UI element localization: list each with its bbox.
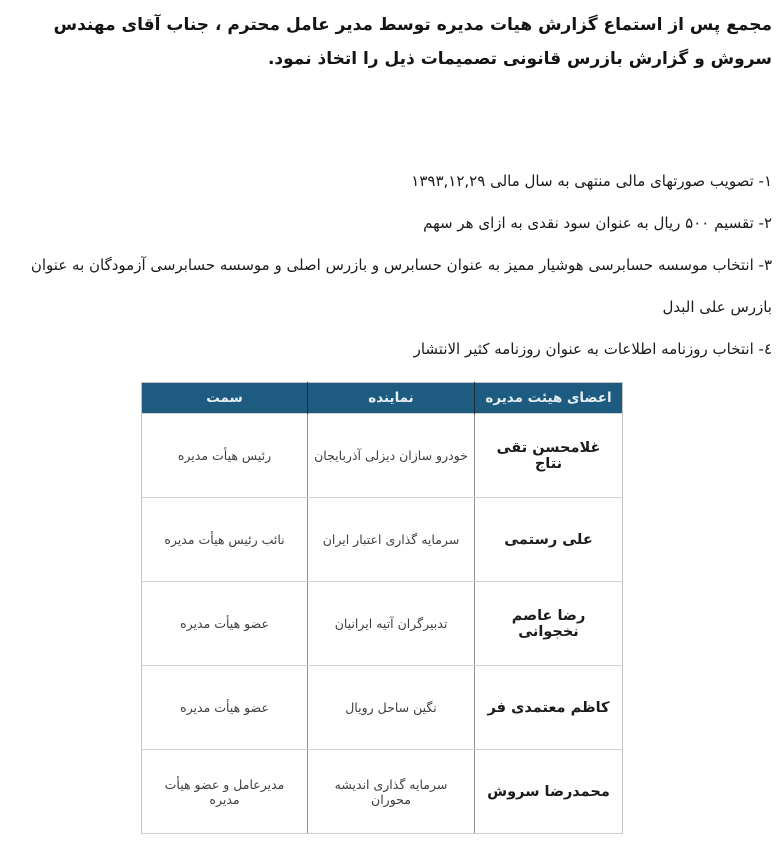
table-row (142, 498, 623, 582)
table-header (142, 383, 623, 414)
intro-paragraph: مجمع پس از استماع گزارش هیات مدیره توسط مدیر عامل محترم ، جناب آقای مهندس سروش و گزارش بازرس قانونی تصمیمات ذیل را اتخاذ نمود. (53, 15, 772, 69)
table-row (142, 750, 623, 834)
member-name: غلامحسن تقی نتاج (475, 414, 623, 498)
table-row (142, 582, 623, 666)
resolution-item-3: ۳- انتخاب موسسه حسابرسی هوشیار ممیز به عنوان حسابرس و بازرس اصلی و موسسه حسابرسی آزمودگان به عنوان بازرس علی البدل (30, 256, 772, 316)
table-header-row (142, 383, 623, 414)
table-row (142, 414, 623, 498)
header-board-members: اعضای هیئت مدیره (475, 383, 623, 414)
header-position: سمت (142, 383, 308, 414)
member-representative: تدبیرگران آتیه ایرانیان (308, 582, 475, 666)
member-name: محمدرضا سروش (475, 750, 623, 834)
member-position: رئیس هیأت مدیره (142, 414, 308, 498)
member-position: مدیرعامل و عضو هیأت مدیره (142, 750, 308, 834)
member-name: رضا عاصم نخجوانی (475, 582, 623, 666)
resolutions-list (0, 160, 780, 370)
member-representative: نگین ساحل رویال (308, 666, 475, 750)
member-position: عضو هیأت مدیره (142, 666, 308, 750)
resolution-item-4: ٤- انتخاب روزنامه اطلاعات به عنوان روزنامه کثیر الانتشار (413, 340, 772, 358)
resolution-item-1: ۱- تصویب صورتهای مالی منتهی به سال مالی ۱۳۹۳,۱۲,۲۹ (411, 172, 772, 190)
member-representative: سرمایه گذاری اندیشه محوران (308, 750, 475, 834)
member-name: کاظم معتمدی فر (475, 666, 623, 750)
board-members-table (141, 382, 623, 834)
member-position: عضو هیأت مدیره (142, 582, 308, 666)
member-position: نائب رئیس هیأت مدیره (142, 498, 308, 582)
table-row (142, 666, 623, 750)
table-body (142, 414, 623, 834)
member-representative: خودرو سازان دیزلی آذربایجان (308, 414, 475, 498)
member-representative: سرمایه گذاری اعتبار ایران (308, 498, 475, 582)
resolution-item-2: ۲- تقسیم ۵۰۰ ریال به عنوان سود نقدی به ازای هر سهم (423, 214, 772, 232)
header-representative: نماینده (308, 383, 475, 414)
member-name: علی رستمی (475, 498, 623, 582)
